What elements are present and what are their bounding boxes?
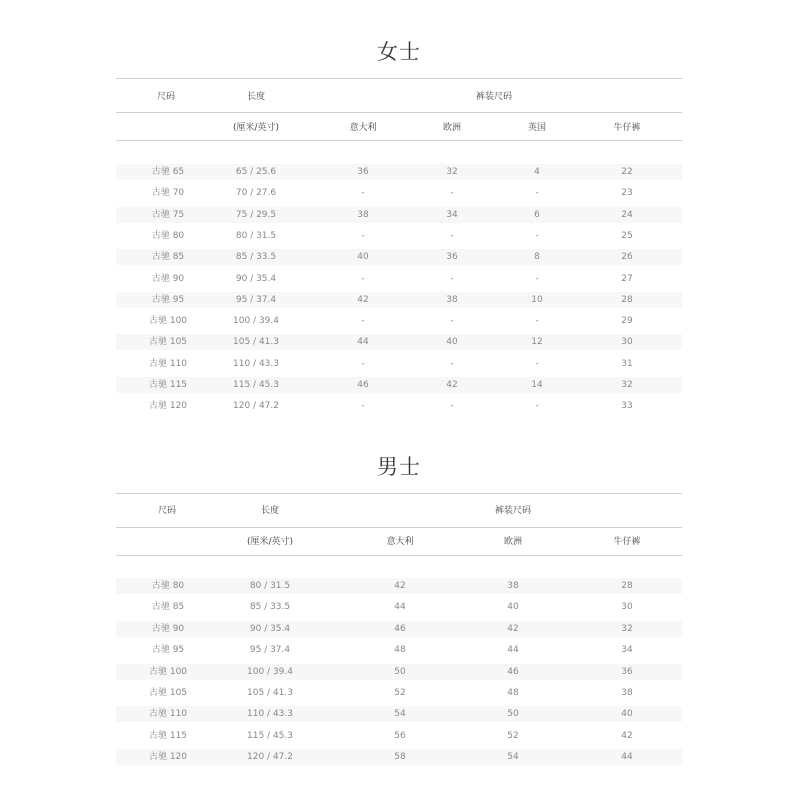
men-cell-europe: 54 [507,752,519,763]
women-cell-jeans: 27 [621,273,633,284]
men-header-europe: 欧洲 [503,537,523,547]
women-cell-length: 75 / 29.5 [235,209,277,220]
men-cell-jeans: 32 [621,623,633,634]
men-cell-jeans: 44 [621,752,633,763]
men-header-length: 长度 [260,506,280,516]
women-cell-length: 80 / 31.5 [235,230,277,241]
women-cell-length: 95 / 37.4 [235,294,277,305]
men-header-size: 尺码 [157,506,177,516]
women-header-italy: 意大利 [349,123,377,133]
women-cell-length: 85 / 33.5 [235,252,277,263]
women-cell-jeans: 28 [621,294,633,305]
women-cell-uk: - [535,188,539,199]
women-cell-europe: 34 [446,209,458,220]
women-cell-italy: 46 [357,380,369,390]
men-cell-size: 古驰 85 [151,602,185,613]
men-cell-italy: 42 [394,581,406,591]
women-cell-italy: 42 [357,294,369,305]
table-row [116,400,682,420]
women-cell-italy: - [361,230,365,241]
women-cell-uk: 8 [534,252,540,263]
women-cell-uk: - [535,273,539,284]
women-cell-length: 120 / 47.2 [233,401,279,412]
men-cell-size: 古驰 120 [148,752,188,763]
men-header-italy: 意大利 [386,537,414,547]
women-cell-europe: - [450,401,454,412]
women-cell-jeans: 26 [621,252,633,263]
women-header-length: 长度 [246,92,266,102]
women-subheader-rule [116,140,682,141]
men-cell-jeans: 42 [621,730,633,741]
women-cell-length: 115 / 45.3 [233,380,279,390]
men-cell-italy: 44 [394,602,406,613]
women-cell-uk: - [535,401,539,412]
men-cell-size: 古驰 100 [148,666,188,677]
table-row [116,358,682,378]
women-cell-italy: 40 [357,252,369,263]
table-row [116,209,682,229]
women-header-jeans: 牛仔裤 [613,123,641,133]
women-cell-size: 古驰 90 [151,273,185,284]
table-row [116,315,682,335]
table-row [116,166,682,186]
women-cell-europe: 40 [446,337,458,348]
women-cell-size: 古驰 105 [148,337,188,348]
men-cell-jeans: 40 [621,709,633,720]
table-row [116,601,682,621]
table-row [116,687,682,707]
men-cell-length: 115 / 45.3 [247,730,293,741]
men-cell-italy: 46 [394,623,406,634]
men-cell-length: 120 / 47.2 [247,752,293,763]
men-cell-jeans: 36 [621,666,633,677]
table-row [116,187,682,207]
men-cell-jeans: 38 [621,688,633,698]
women-cell-jeans: 23 [621,188,633,199]
women-cell-size: 古驰 85 [151,252,185,263]
women-cell-jeans: 31 [621,358,633,369]
women-cell-europe: - [450,273,454,284]
women-cell-europe: 36 [446,252,458,263]
men-cell-europe: 52 [507,730,519,741]
men-cell-italy: 50 [394,666,406,677]
table-row [116,379,682,399]
men-cell-length: 95 / 37.4 [249,645,291,656]
women-cell-size: 古驰 115 [148,380,188,390]
women-cell-jeans: 25 [621,230,633,241]
men-cell-italy: 56 [394,730,406,741]
men-cell-europe: 38 [507,581,519,591]
women-cell-size: 古驰 70 [151,188,185,199]
women-header-europe: 欧洲 [442,123,462,133]
men-cell-italy: 54 [394,709,406,720]
women-header-size: 尺码 [156,92,176,102]
women-cell-length: 105 / 41.3 [233,337,279,348]
table-row [116,251,682,271]
men-cell-length: 85 / 33.5 [249,602,291,613]
men-cell-italy: 48 [394,645,406,656]
women-cell-length: 100 / 39.4 [233,316,279,327]
women-cell-italy: 44 [357,337,369,348]
women-cell-jeans: 29 [621,316,633,327]
men-cell-length: 105 / 41.3 [247,688,293,698]
women-title: 女士 [377,40,421,64]
women-cell-length: 65 / 25.6 [235,167,277,177]
women-cell-length: 110 / 43.3 [233,358,279,369]
women-cell-europe: 32 [446,167,458,177]
table-row [116,730,682,750]
women-cell-jeans: 24 [621,209,633,220]
men-cell-jeans: 30 [621,602,633,613]
men-cell-size: 古驰 115 [148,730,188,741]
men-cell-length: 100 / 39.4 [247,666,293,677]
table-row [116,751,682,771]
women-cell-jeans: 32 [621,380,633,390]
men-header-jeans: 牛仔裤 [613,537,641,547]
men-cell-europe: 40 [507,602,519,613]
table-row [116,666,682,686]
women-cell-size: 古驰 120 [148,401,188,412]
women-cell-italy: - [361,401,365,412]
women-cell-size: 古驰 95 [151,294,185,305]
men-cell-europe: 46 [507,666,519,677]
men-cell-length: 80 / 31.5 [249,581,291,591]
women-cell-length: 70 / 27.6 [235,188,277,199]
women-cell-size: 古驰 75 [151,209,185,220]
table-row [116,580,682,600]
women-cell-italy: - [361,358,365,369]
women-cell-uk: - [535,358,539,369]
women-cell-europe: - [450,230,454,241]
women-cell-uk: 14 [531,380,543,390]
women-header-uk: 英国 [527,123,547,133]
men-top-rule [116,493,682,494]
men-cell-size: 古驰 80 [151,581,185,591]
men-cell-jeans: 34 [621,645,633,656]
men-cell-size: 古驰 95 [151,645,185,656]
men-header-pants-size: 裤装尺码 [494,506,532,516]
women-top-rule [116,78,682,79]
women-cell-uk: - [535,230,539,241]
women-cell-jeans: 33 [621,401,633,412]
men-cell-europe: 48 [507,688,519,698]
men-cell-europe: 42 [507,623,519,634]
table-row [116,336,682,356]
women-header-pants-size: 裤装尺码 [475,92,513,102]
women-cell-uk: 4 [534,167,540,177]
women-cell-europe: 38 [446,294,458,305]
women-cell-italy: 36 [357,167,369,177]
table-row [116,708,682,728]
table-row [116,294,682,314]
women-cell-uk: 10 [531,294,543,305]
women-size-table [116,30,682,420]
women-cell-europe: - [450,188,454,199]
women-cell-uk: 12 [531,337,543,348]
women-header-unit: (厘米/英寸) [232,123,280,133]
men-title: 男士 [377,455,421,479]
men-cell-europe: 44 [507,645,519,656]
men-cell-italy: 58 [394,752,406,763]
men-header-rule [116,527,682,528]
women-cell-size: 古驰 65 [151,167,185,177]
women-cell-europe: 42 [446,380,458,390]
table-row [116,623,682,643]
men-header-unit: (厘米/英寸) [246,537,294,547]
women-cell-jeans: 22 [621,167,633,177]
women-cell-europe: - [450,316,454,327]
women-cell-italy: - [361,316,365,327]
women-cell-europe: - [450,358,454,369]
women-header-rule [116,112,682,113]
women-cell-uk: - [535,316,539,327]
men-cell-size: 古驰 105 [148,688,188,698]
women-cell-length: 90 / 35.4 [235,273,277,284]
men-cell-europe: 50 [507,709,519,720]
women-cell-italy: - [361,273,365,284]
women-cell-italy: 38 [357,209,369,220]
women-cell-size: 古驰 100 [148,316,188,327]
men-cell-italy: 52 [394,688,406,698]
men-cell-length: 90 / 35.4 [249,623,291,634]
men-cell-size: 古驰 110 [148,709,188,720]
men-size-table [116,446,682,786]
men-cell-size: 古驰 90 [151,623,185,634]
women-cell-italy: - [361,188,365,199]
women-cell-jeans: 30 [621,337,633,348]
women-cell-size: 古驰 80 [151,230,185,241]
table-row [116,230,682,250]
women-cell-uk: 6 [534,209,540,220]
men-cell-length: 110 / 43.3 [247,709,293,720]
men-subheader-rule [116,555,682,556]
table-row [116,273,682,293]
men-cell-jeans: 28 [621,581,633,591]
table-row [116,644,682,664]
women-cell-size: 古驰 110 [148,358,188,369]
